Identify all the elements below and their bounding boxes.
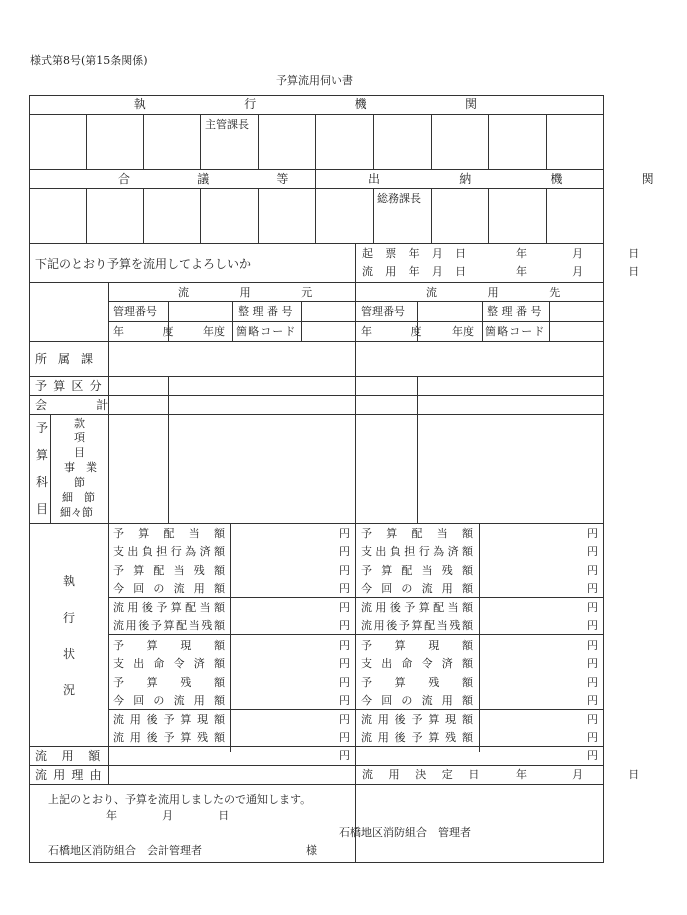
subject-level-kou: 項 (74, 431, 85, 444)
budget-subject-char: 目 (36, 502, 49, 516)
execution-status-char: 行 (63, 611, 76, 625)
budget-subject-char: 予 (36, 421, 49, 435)
source-fiscal-year-label: 年 度 (113, 325, 179, 338)
source-mgmt-no-label: 管理番号 (113, 305, 157, 318)
accountant-name: 石橋地区消防組合 会計管理者 (48, 844, 202, 857)
dest-yen-unit: 円 (587, 582, 598, 595)
subject-level-kan: 款 (74, 417, 85, 430)
source-execution-item-label: 予 算 残 額 (113, 676, 225, 689)
source-yen-unit: 円 (339, 676, 350, 689)
transfer-date-blank: 年 月 日 (516, 265, 647, 278)
dest-yen-unit: 円 (587, 676, 598, 689)
dest-year-suffix: 年度 (452, 325, 474, 338)
draft-date-blank: 年 月 日 (516, 247, 647, 260)
dest-yen-unit: 円 (587, 619, 598, 632)
dest-mgmt-no-label: 管理番号 (361, 305, 405, 318)
transfer-dest-header: 流 用 先 (426, 286, 580, 299)
source-execution-item-label: 予 算 現 額 (113, 639, 225, 652)
source-yen-unit: 円 (339, 601, 350, 614)
dest-execution-item-label: 流 用 後 予 算 現 額 (361, 713, 473, 726)
transfer-source-header: 流 用 元 (178, 286, 332, 299)
subject-level-saisetsu: 細 節 (62, 491, 95, 504)
budget-subject-char: 算 (36, 448, 49, 462)
dest-execution-item-label: 今 回 の 流 用 額 (361, 582, 473, 595)
general-affairs-manager-label: 総務課長 (377, 192, 421, 205)
source-year-suffix: 年度 (203, 325, 225, 338)
transfer-amount-yen-source: 円 (339, 749, 350, 762)
dest-yen-unit: 円 (587, 694, 598, 707)
source-short-code-label: 箇略コード (236, 325, 297, 338)
notification-date: 年 月 日 (106, 809, 237, 822)
source-yen-unit: 円 (339, 582, 350, 595)
dest-execution-item-label: 予 算 現 額 (361, 639, 473, 652)
chief-manager-label: 主管課長 (205, 118, 249, 131)
budget-subject-char: 科 (36, 475, 49, 489)
dest-ref-no-label: 整 理 番 号 (487, 305, 542, 318)
source-yen-unit: 円 (339, 545, 350, 558)
source-yen-unit: 円 (339, 694, 350, 707)
transfer-amount-label: 流 用 額 (35, 749, 106, 763)
source-execution-item-label: 今 回 の 流 用 額 (113, 582, 225, 595)
source-execution-item-label: 流 用 後 予 算 残 額 (113, 731, 225, 744)
department-label: 所 属 課 (35, 352, 97, 366)
source-yen-unit: 円 (339, 731, 350, 744)
source-execution-item-label: 支 出 命 令 済 額 (113, 657, 225, 670)
honorific: 様 (306, 844, 317, 857)
source-yen-unit: 円 (339, 657, 350, 670)
budget-category-label: 予 算 区 分 (35, 379, 103, 393)
decision-date-blank: 年 月 日 (516, 768, 647, 781)
subject-level-moku: 目 (74, 446, 85, 459)
source-yen-unit: 円 (339, 639, 350, 652)
source-execution-item-label: 今 回 の 流 用 額 (113, 694, 225, 707)
dest-execution-item-label: 流用後予算配当額 (361, 601, 473, 614)
dest-short-code-label: 箇略コード (485, 325, 546, 338)
dest-yen-unit: 円 (587, 527, 598, 540)
dest-yen-unit: 円 (587, 713, 598, 726)
source-yen-unit: 円 (339, 713, 350, 726)
dest-execution-item-label: 予 算 配 当 残 額 (361, 564, 473, 577)
subject-level-jigyo: 事 業 (64, 461, 97, 474)
dest-yen-unit: 円 (587, 731, 598, 744)
executing-agency-header: 執 行 機 関 (133, 97, 521, 111)
source-ref-no-label: 整 理 番 号 (238, 305, 293, 318)
consultation-header: 合 議 等 (118, 172, 317, 186)
draft-date-label: 起 票 年 月 日 (362, 247, 471, 260)
account-label: 会 計 (35, 398, 117, 412)
source-execution-item-label: 流用後予算配当額 (113, 601, 225, 614)
dest-execution-item-label: 支 出 命 令 済 額 (361, 657, 473, 670)
source-yen-unit: 円 (339, 619, 350, 632)
manager-name: 石橋地区消防組合 管理者 (339, 826, 471, 839)
dest-execution-item-label: 流用後予算配当残額 (361, 619, 473, 632)
dest-yen-unit: 円 (587, 545, 598, 558)
dest-execution-item-label: 流 用 後 予 算 残 額 (361, 731, 473, 744)
subject-level-saisaisetsu: 細々節 (60, 506, 93, 519)
execution-status-char: 況 (63, 683, 76, 697)
decision-date-label: 流 用 決 定 日 (362, 768, 486, 781)
dest-execution-item-label: 予 算 残 額 (361, 676, 473, 689)
dest-yen-unit: 円 (587, 657, 598, 670)
dest-execution-item-label: 予 算 配 当 額 (361, 527, 473, 540)
dest-yen-unit: 円 (587, 639, 598, 652)
notification-text: 上記のとおり、予算を流用しましたので通知します。 (48, 793, 312, 806)
form-number: 様式第8号(第15条関係) (30, 54, 148, 67)
dest-yen-unit: 円 (587, 564, 598, 577)
source-execution-item-label: 予 算 配 当 額 (113, 527, 225, 540)
source-execution-item-label: 流 用 後 予 算 現 額 (113, 713, 225, 726)
transfer-date-label: 流 用 年 月 日 (362, 265, 471, 278)
source-execution-item-label: 流用後予算配当残額 (113, 619, 225, 632)
source-execution-item-label: 予 算 配 当 残 額 (113, 564, 225, 577)
execution-status-char: 状 (63, 647, 76, 661)
dest-execution-item-label: 支出負担行為済額 (361, 545, 473, 558)
transfer-reason-label: 流 用 理 由 (35, 768, 103, 782)
execution-status-char: 執 (63, 574, 76, 588)
source-execution-item-label: 支出負担行為済額 (113, 545, 225, 558)
accounting-agency-header: 出 納 機 関 (368, 172, 687, 186)
dest-yen-unit: 円 (587, 601, 598, 614)
request-text: 下記のとおり予算を流用してよろしいか (35, 257, 252, 271)
document-title: 予算流用伺い書 (276, 74, 353, 87)
dest-execution-item-label: 今 回 の 流 用 額 (361, 694, 473, 707)
transfer-amount-yen-dest: 円 (587, 749, 598, 762)
dest-fiscal-year-label: 年 度 (361, 325, 427, 338)
subject-level-setsu: 節 (74, 476, 85, 489)
source-yen-unit: 円 (339, 564, 350, 577)
source-yen-unit: 円 (339, 527, 350, 540)
